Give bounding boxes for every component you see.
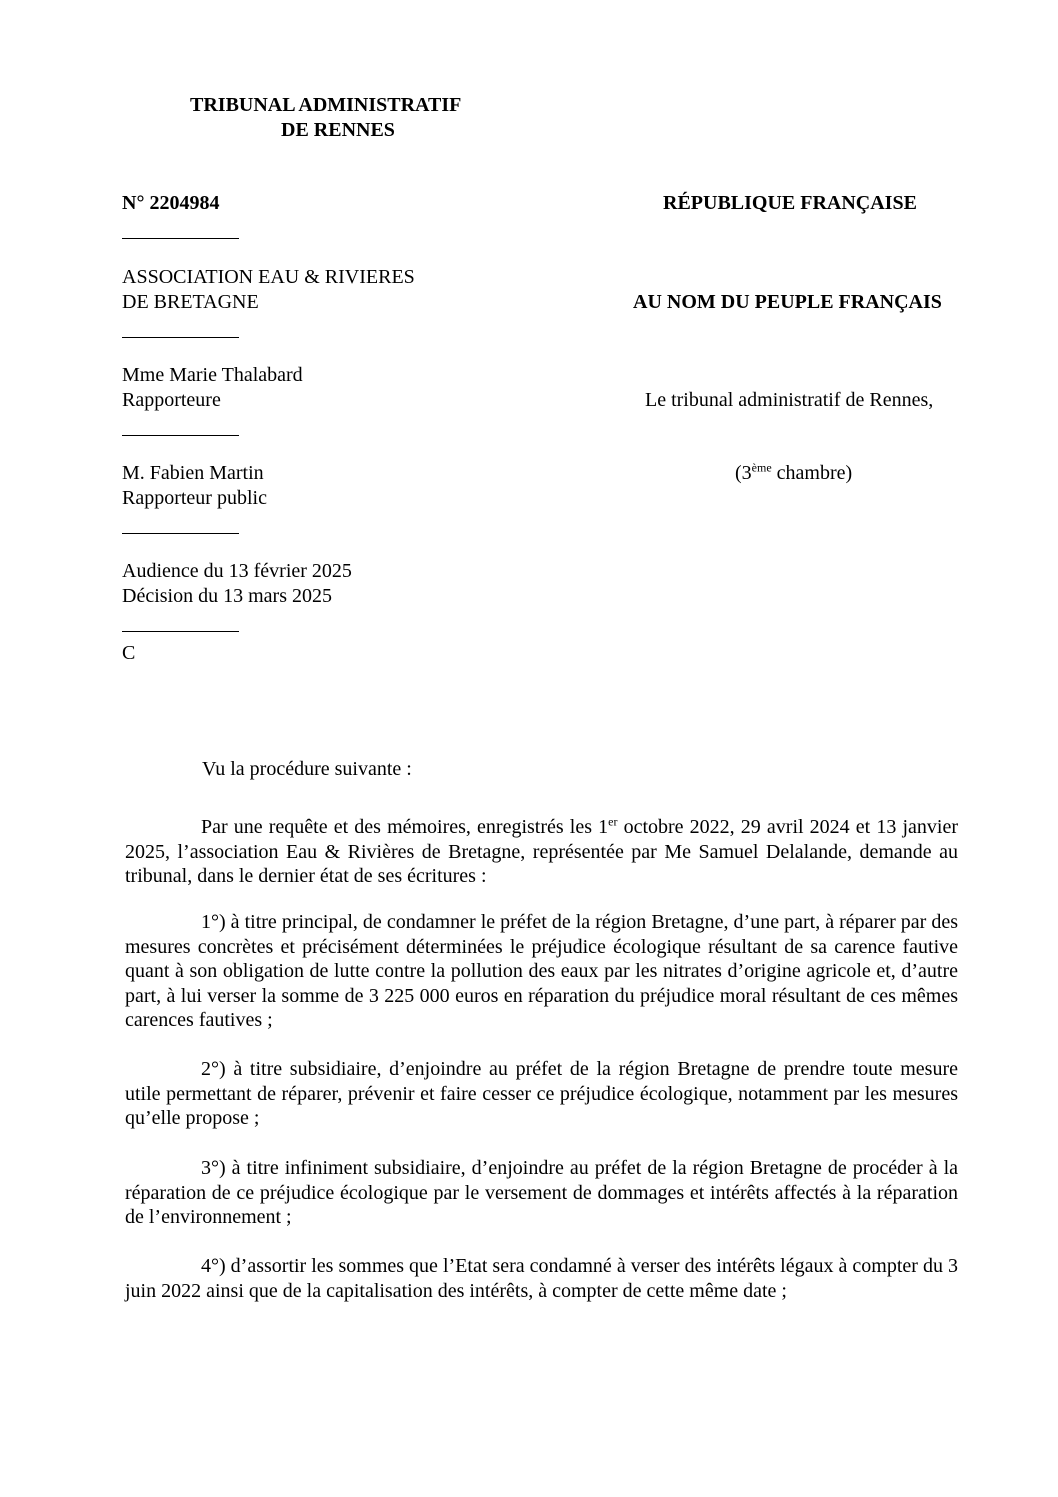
divider (122, 631, 239, 632)
public-rapporteur-role: Rapporteur public (122, 487, 267, 509)
divider (122, 337, 239, 338)
paragraph-claim-2: 2°) à titre subsidiaire, d’enjoindre au préfet de la région Bretagne de prendre toute mesure utile permettant de réparer, prévenir et faire cesser ce préjudice écologique, notamment par les mesures qu’elle propose ; (125, 1058, 958, 1129)
republic-heading: RÉPUBLIQUE FRANÇAISE (663, 192, 917, 214)
court-name-line1: TRIBUNAL ADMINISTRATIF (190, 94, 462, 116)
rapporteur-name: Mme Marie Thalabard (122, 364, 303, 386)
party-name-line1: ASSOCIATION EAU & RIVIERES (122, 266, 415, 288)
divider (122, 435, 239, 436)
tribunal-statement: Le tribunal administratif de Rennes, (645, 389, 934, 411)
publication-code: C (122, 642, 136, 664)
decision-date: Décision du 13 mars 2025 (122, 585, 332, 607)
public-rapporteur-name: M. Fabien Martin (122, 462, 264, 484)
audience-date: Audience du 13 février 2025 (122, 560, 352, 582)
paragraph-claim-4: 4°) d’assortir les sommes que l’Etat sera condamné à verser des intérêts légaux à compter du 3 juin 2022 ainsi que de la capitalisation des intérêts, à compter de cette même date ; (125, 1255, 958, 1302)
divider (122, 533, 239, 534)
au-nom-heading: AU NOM DU PEUPLE FRANÇAIS (633, 291, 942, 313)
paragraph-request: Par une requête et des mémoires, enregistrés les 1er octobre 2022, 29 avril 2024 et 13 janvier 2025, l’association Eau & Rivières de Bretagne, représentée par Me Samuel Delalande, demande au tribunal, dans le dernier état de ses écritures : (125, 814, 958, 887)
rapporteur-role: Rapporteure (122, 389, 221, 411)
paragraph-claim-1: 1°) à titre principal, de condamner le préfet de la région Bretagne, d’une part, à réparer par des mesures concrètes et précisément déterminées le préjudice écologique résultant de sa carence fautive quant à son obligation de lutte contre la pollution des eaux par les nitrates d’origine agricole et, d’autre part, à lui verser la somme de 3 225 000 euros en réparation du préjudice moral résultant de ces mêmes carences fautives ; (125, 911, 958, 1031)
divider (122, 238, 239, 239)
case-number: N° 2204984 (122, 192, 220, 214)
paragraph-claim-3: 3°) à titre infiniment subsidiaire, d’enjoindre au préfet de la région Bretagne de procéder à la réparation de ce préjudice écologique par le versement de dommages et intérêts affectés à la réparation de l’environnement ; (125, 1157, 958, 1228)
party-name-line2: DE BRETAGNE (122, 291, 259, 313)
procedure-intro: Vu la procédure suivante : (202, 758, 412, 780)
court-name-line2: DE RENNES (281, 119, 395, 141)
chamber-label: (3ème chambre) (735, 460, 853, 484)
